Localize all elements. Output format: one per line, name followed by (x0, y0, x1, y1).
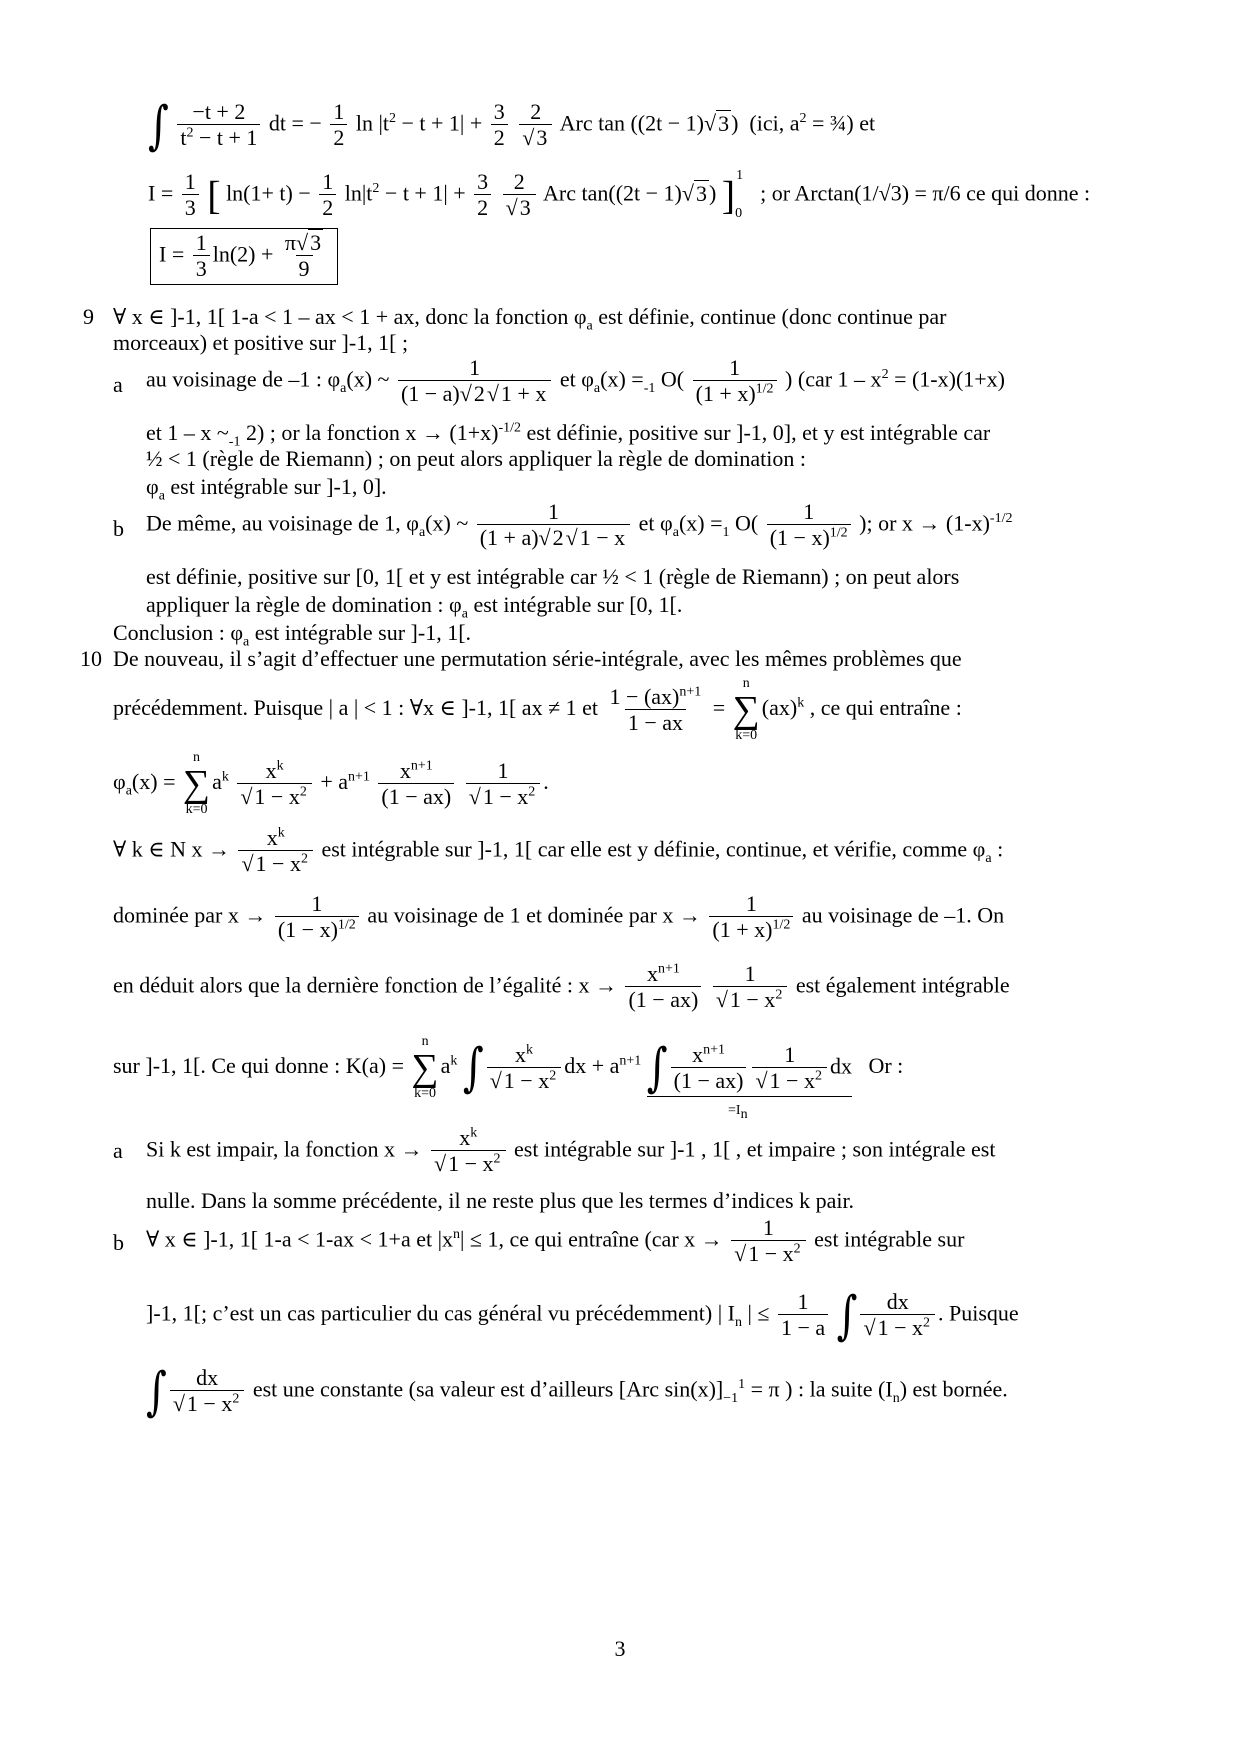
q9-a-line1: au voisinage de –1 : $\varphi_a(x)$ ~ $\frac{1}{(1 - a)√2√1 + x}$ et $\varphi_a(x) =_{-1}$ O( $\frac{1}{(1 + x)^{1/2}}$ ) (car $1 - x^2 = (1-x)(1+x)$ (146, 355, 1006, 406)
q9-a-label: a (113, 372, 123, 397)
q10-a-line2: nulle. Dans la somme précédente, il ne reste plus que les termes d’indices k pair. (146, 1188, 855, 1213)
q10-b-line1: ∀ x ∈ ]-1, 1[ 1-a < 1-ax < 1+a et $|x^n| \le 1$, ce qui entraîne (car x → $\frac{1}{√1 - x^2}$ est intégrable sur (146, 1215, 965, 1266)
q9-b-line3: appliquer la règle de domination : $\varphi_a$ est intégrable sur [0, 1[. (146, 592, 683, 622)
q10-a-line1: Si k est impair, la fonction x → $\frac{x^k}{√1 - x^2}$ est intégrable sur ]-1 , 1[ , et impaire ; son intégrale est (146, 1125, 996, 1176)
q9-b-line1: De même, au voisinage de 1, $\varphi_a(x)$ ~ $\frac{1}{(1 + a)√2√1 - x}$ et $\varphi_a(x) =_1$ O( $\frac{1}{(1 - x)^{1/2}}$ ); or $x \to (1-x)^{-1/2}$ (146, 499, 1013, 550)
q10-k-line: ∀ k ∈ N x → $\frac{x^k}{√1 - x^2}$ est intégrable sur ]-1, 1[ car elle est y définie, continue, et vérifie, comme $\varphi_a$ : (113, 825, 1004, 876)
q9-intro-2: morceaux) et positive sur ]-1, 1[ ; (113, 330, 409, 355)
q10-b-line3: ∫ $\frac{dx}{√1 - x^2}$ est une constante (sa valeur est d’ailleurs [Arc $\sin(x)]_{-1}^1 = \pi$ ) : la suite $(I_n)$ est bornée. (146, 1361, 1008, 1422)
q10-b-line2: ]-1, 1[; c’est un cas particulier du cas général vu précédemment) | $I_n$ | ≤ $\frac{1}{1 - a}$ ∫ $\frac{dx}{√1 - x^2}$ . Puisque (146, 1285, 1019, 1346)
q9-b-label: b (113, 516, 124, 541)
q9-conclusion: Conclusion : $\varphi_a$ est intégrable sur ]-1, 1[. (113, 620, 472, 650)
q9-a-line3: ½ < 1 (règle de Riemann) ; on peut alors appliquer la règle de domination : (146, 446, 806, 471)
page-number: 3 (614, 1636, 626, 1661)
formula-antiderivative: ∫ $\frac{-t + 2}{t^2 - t + 1}$ dt = − $\frac{1}{2}$ $\ln |t^2 - t + 1|$ + $\frac{3}{2}$ $\frac{2}{√3}$ Arc tan ((2t − 1)√3) (ici, $a^2$ = ¾) et (148, 95, 876, 156)
boxed-result: I = $\frac{1}{3}$ ln(2) + $\frac{\pi√3}{9}$ (150, 228, 338, 285)
q10-phi-formula: $\varphi_a(x)$ = n ∑ k=0 $a^k$ $\frac{x^k}{√1 - x^2}$ + $a^{n+1}$ $\frac{x^{n+1}}{(1 - ax)}$ $\frac{1}{√1 - x^2}$ . (113, 750, 549, 817)
q10-in-label: =In (728, 1103, 748, 1122)
q10-deduction: en déduit alors que la dernière fonction de l’égalité : x → $\frac{x^{n+1}}{(1 - ax)}$ $\frac{1}{√1 - x^2}$ est également intégrable (113, 961, 1010, 1012)
q10-line1: De nouveau, il s’agit d’effectuer une permutation série-intégrale, avec les mêmes problèmes que (113, 646, 962, 671)
q9-intro: ∀ x ∈ ]-1, 1[ 1-a < 1 – ax < 1 + ax, donc la fonction $\varphi_a$ est définie, continue (donc continue par (113, 304, 947, 334)
question-number-10: 10 (80, 646, 102, 671)
formula-integral-i: I = $\frac{1}{3}$ [ ln(1+ t) − $\frac{1}{2}$ $\ln|t^2 - t + 1|$ + $\frac{3}{2}$ $\frac{2}{√3}$ Arc tan((2t − 1)√3) ]$_0^1$ ; or Arctan(1/√3) = π/6 ce qui donne : (148, 167, 1091, 221)
q10-b-label: b (113, 1230, 124, 1255)
q10-domination: dominée par x → $\frac{1}{(1 - x)^{1/2}}$ au voisinage de 1 et dominée par x → $\frac{1}{(1 + x)^{1/2}}$ au voisinage de –1. On (113, 891, 1005, 942)
q9-a-line2: et 1 – x $\sim_{-1}$ 2) ; or la fonction $x \to (1+x)^{-1/2}$ est définie, positive sur ]-1, 0], et y est intégrable car (146, 420, 991, 450)
question-number-9: 9 (83, 304, 94, 329)
q10-line2: précédemment. Puisque | a | < 1 : ∀x ∈ ]-1, 1[ ax ≠ 1 et $\frac{1 - (ax)^{n+1}}{1 - ax}$ = n ∑ k=0 (ax)$^k$ , ce qui entraîne : (113, 676, 962, 743)
q9-b-line2: est définie, positive sur [0, 1[ et y est intégrable car ½ < 1 (règle de Riemann) ; on peut alors (146, 564, 960, 589)
q10-a-label: a (113, 1138, 123, 1163)
q10-ka-formula: sur ]-1, 1[. Ce qui donne : K(a) = n ∑ k=0 $a^k$ ∫ $\frac{x^k}{√1 - x^2}$ dx + $a^{n+1}$ ∫ $\frac{x^{n+1}}{(1 - ax)}$ $\frac{1}{√1 - x^2}$ dx Or : (113, 1034, 904, 1101)
q9-a-line4: $\varphi_a$ est intégrable sur ]-1, 0]. (146, 474, 387, 504)
